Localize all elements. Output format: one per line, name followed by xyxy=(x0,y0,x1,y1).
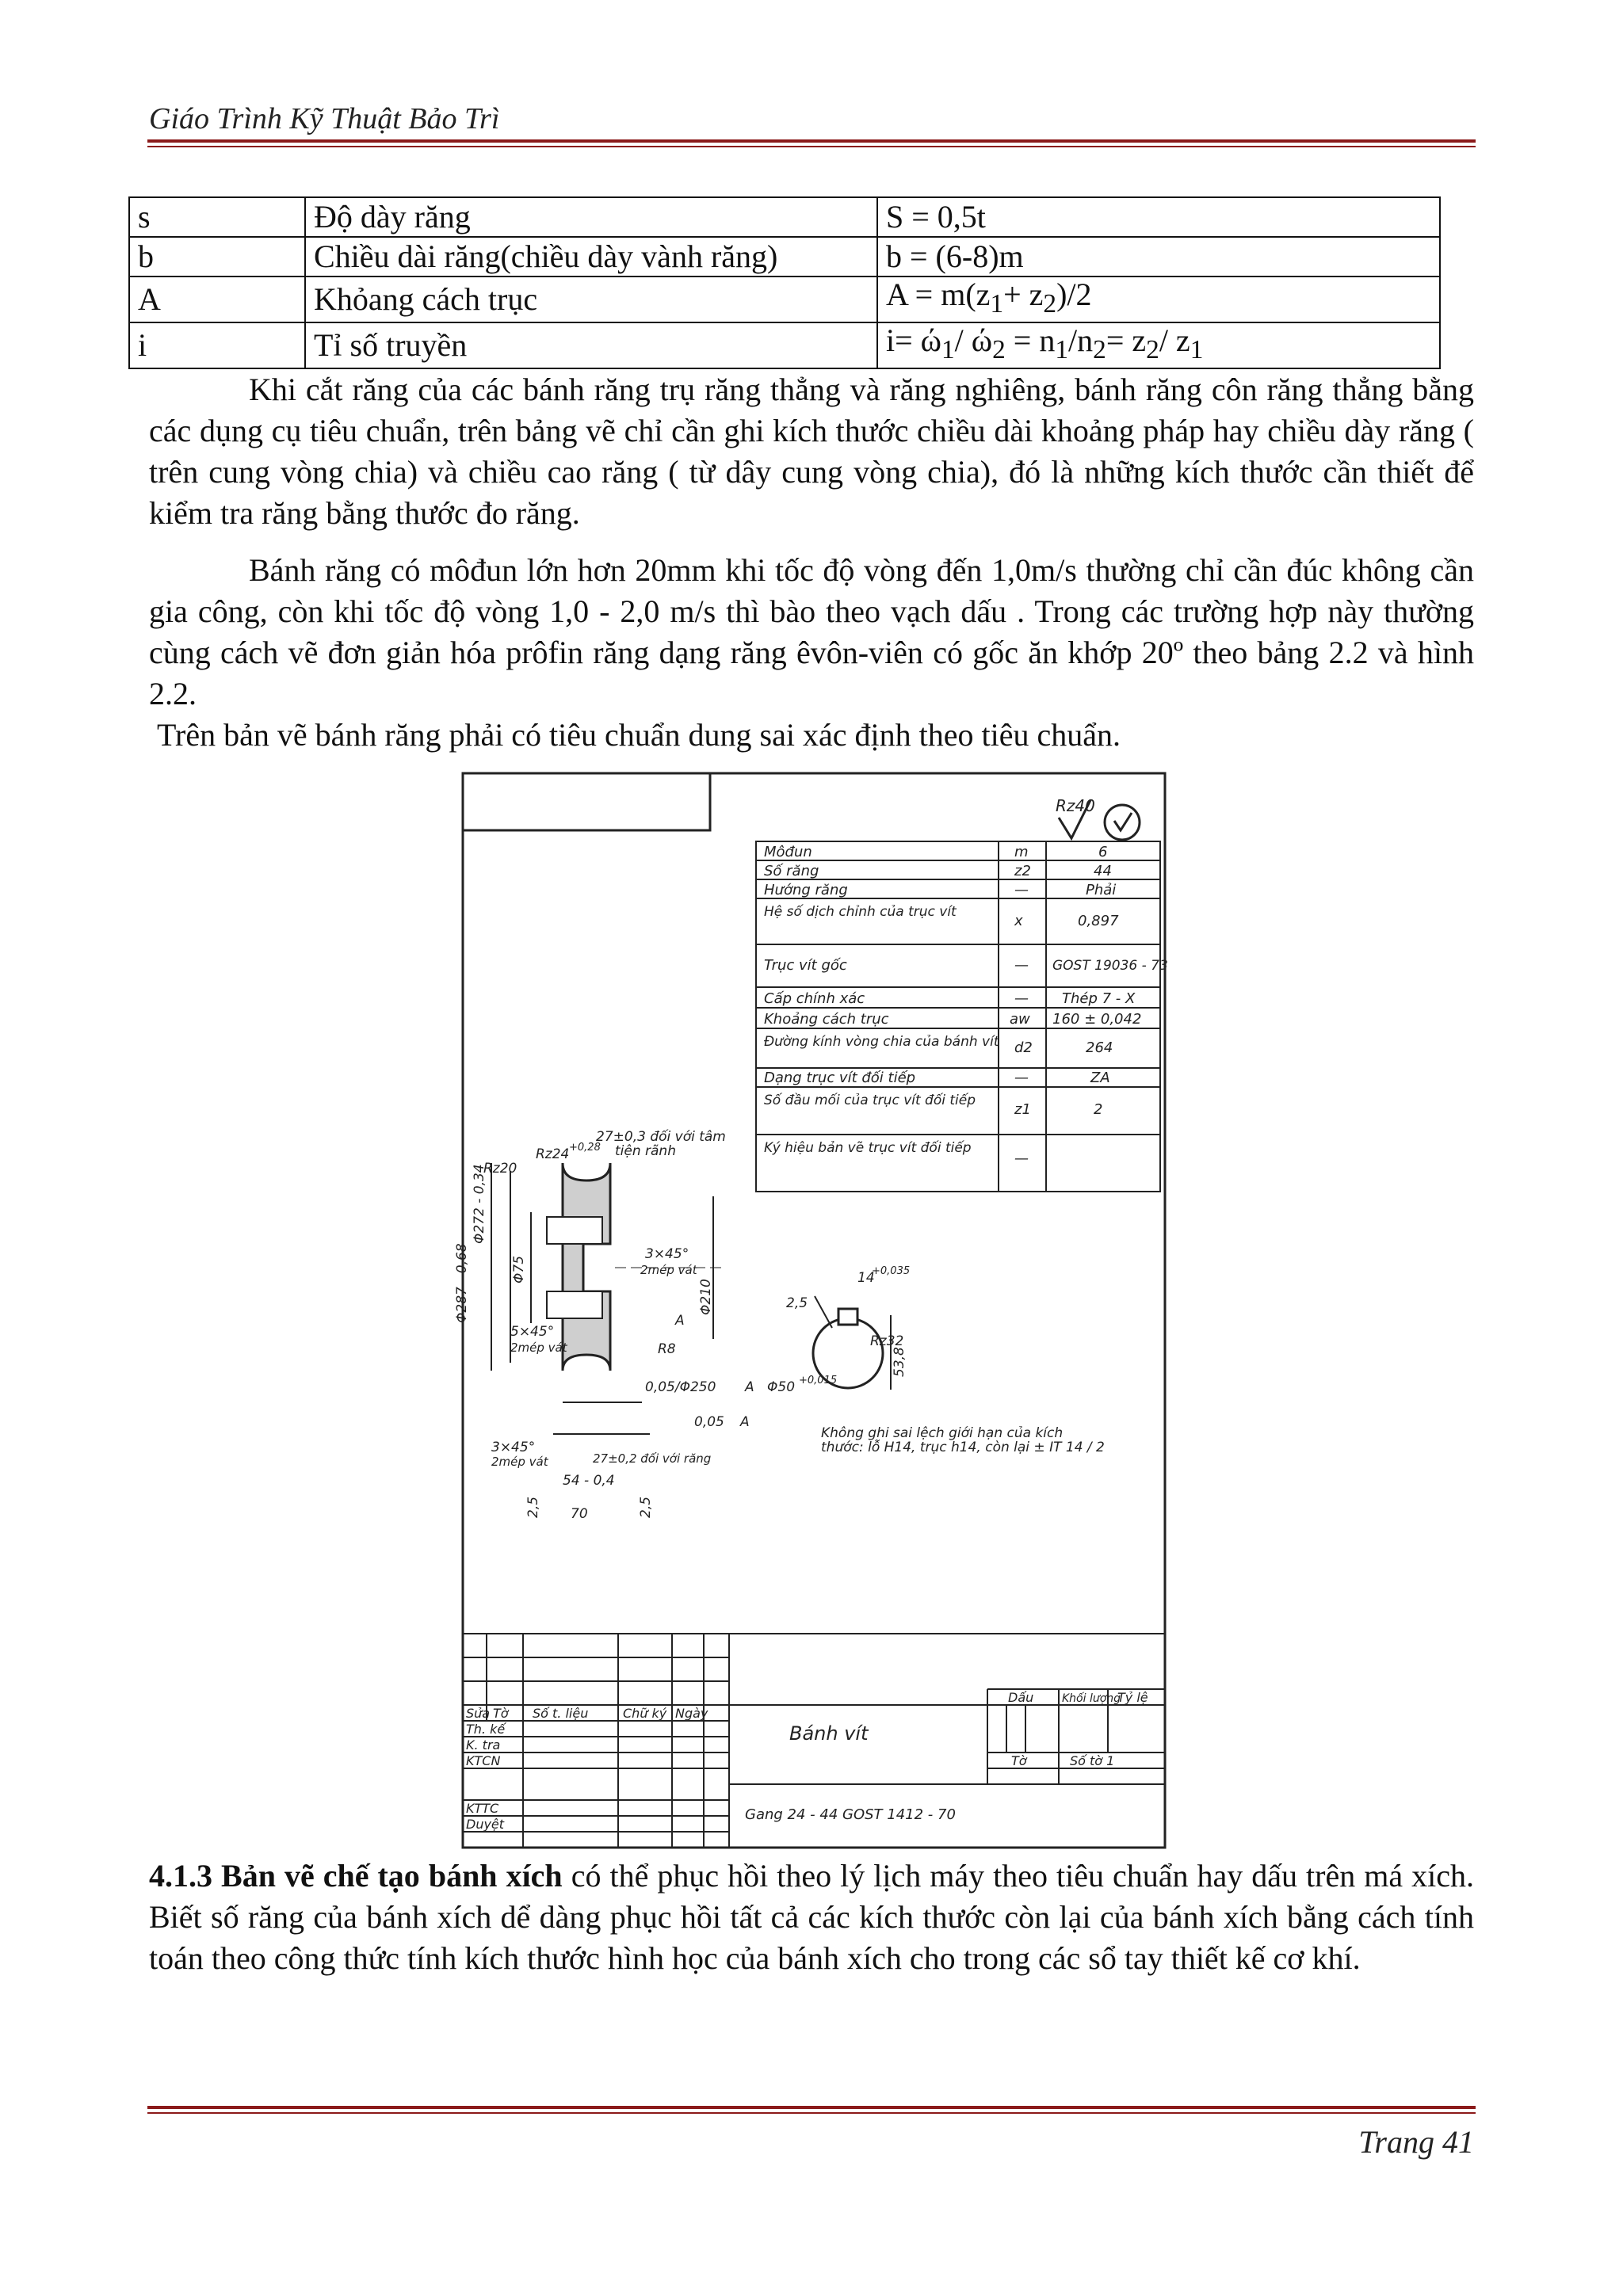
section-body: có thể phục hồi theo lý lịch máy theo tiêu chuẩn hay dấu trên má xích. Biết số răng của bánh xích dể dàng phục hồi tất cả các kích thước còn lại của bánh xích bằng cách tính toán theo công thức tính kích thước hình học của bánh xích cho trong các sổ tay thiết kế cơ khí. xyxy=(149,1858,1474,1976)
dim-rz32: Rz32 xyxy=(870,1333,904,1349)
spec-symbol: aw xyxy=(1010,1011,1030,1028)
dim-tol2: 0,05 xyxy=(694,1414,724,1430)
table-cell-formula: $i= ώ_1/$ $ώ_2 = n_1/n_2= z_2/$ $z_1$ xyxy=(877,322,1440,368)
col-ngay: Ngày xyxy=(675,1706,708,1721)
roughness-mark: Rz40 xyxy=(1056,796,1095,815)
paragraph-gear-cutting: Khi cắt răng của các bánh răng trụ răng thẳng và răng nghiêng, bánh răng côn răng thẳng bằng các dụng cụ tiêu chuẩn, trên bảng vẽ chỉ cần ghi kích thước chiều dài khoảng pháp hay chiều dày răng ( trên cung vòng chia) và chiều cao răng ( từ dây cung vòng chia), đó là những kích thước cần thiết để kiểm tra răng bằng thước đo răng. xyxy=(149,372,1474,531)
row-duyet: Duyệt xyxy=(466,1817,505,1832)
dim-r8: R8 xyxy=(658,1341,676,1357)
dim-d272: Φ272 - 0,34 xyxy=(472,1164,487,1244)
dim-k25: 2,5 xyxy=(786,1295,808,1311)
spec-value: 6 xyxy=(1098,844,1108,860)
dim-25a: 2,5 xyxy=(525,1496,541,1518)
label-dau: Dấu xyxy=(1008,1690,1034,1705)
spec-value: 2 xyxy=(1094,1101,1103,1118)
dim-70: 70 xyxy=(571,1506,588,1522)
dim-d50: Φ50 xyxy=(767,1379,796,1395)
spec-symbol: z1 xyxy=(1014,1101,1031,1118)
spec-symbol: z2 xyxy=(1014,863,1031,879)
col-so-tai-lieu: Số t. liệu xyxy=(533,1706,589,1721)
dim-chamfer-2: 5×45° xyxy=(510,1324,555,1340)
spec-symbol: d2 xyxy=(1014,1039,1033,1056)
spec-label: Khoảng cách trục xyxy=(764,1011,889,1028)
spec-label: Hệ số dịch chỉnh của trục vít xyxy=(764,904,957,920)
spec-label: Số đầu mối của trục vít đối tiếp xyxy=(764,1093,976,1108)
dim-k538: 53,8 xyxy=(892,1347,907,1377)
table-cell-name: Khỏang cách trục xyxy=(305,277,877,322)
dim-datum-a: A xyxy=(675,1313,685,1329)
title-block-text xyxy=(466,1690,1148,1832)
label-so-to: Số tờ 1 xyxy=(1070,1753,1115,1768)
dim-chamfer-3: 3×45° xyxy=(491,1440,536,1455)
spec-label: Môđun xyxy=(764,844,812,860)
spec-label: Số răng xyxy=(764,863,819,879)
spec-label: Hướng răng xyxy=(764,882,848,898)
spec-symbol: — xyxy=(1014,1070,1029,1086)
tolerance-note-1: Không ghi sai lệch giới hạn của kích xyxy=(821,1425,1064,1441)
spec-value: 264 xyxy=(1086,1039,1113,1056)
table-cell-formula: b = (6-8)m xyxy=(877,237,1440,277)
dim-rz24: Rz24 xyxy=(536,1146,570,1162)
page-number: Trang 41 xyxy=(1358,2124,1474,2160)
dim-rz20: Rz20 xyxy=(483,1161,517,1177)
spec-label: Ký hiệu bản vẽ trục vít đối tiếp xyxy=(764,1140,972,1156)
label-to: Tờ xyxy=(1011,1753,1027,1768)
table-row xyxy=(129,237,1440,277)
paragraph-chain-sprocket xyxy=(149,1855,1474,1979)
dim-25b: 2,5 xyxy=(638,1496,654,1518)
spec-label: Trục vít gốc xyxy=(764,957,847,974)
table-cell-symbol: i xyxy=(129,322,305,368)
dim-k14: 14 xyxy=(857,1270,875,1286)
spec-symbol: x xyxy=(1014,913,1023,929)
table-cell-symbol: A xyxy=(129,277,305,322)
dim-27b: tiện rãnh xyxy=(615,1143,676,1159)
dim-27: 27±0,3 đối với tâm xyxy=(596,1129,726,1145)
material-spec: Gang 24 - 44 GOST 1412 - 70 xyxy=(745,1806,956,1823)
footer-rule-thick xyxy=(147,2106,1476,2109)
dim-d50-tol: +0,015 xyxy=(799,1375,838,1386)
spec-label: Dạng trục vít đối tiếp xyxy=(764,1070,916,1086)
row-thiet-ke: Th. kế xyxy=(466,1722,506,1737)
header-rule-thick xyxy=(147,139,1476,143)
part-name: Bánh vít xyxy=(789,1722,869,1745)
col-to: Tờ xyxy=(493,1706,509,1721)
dim-chamfer-2b: 2mép vát xyxy=(510,1341,567,1355)
label-ty-le: Tỷ lệ xyxy=(1117,1690,1148,1705)
row-kttc: KTTC xyxy=(466,1801,499,1816)
gear-parameter-table xyxy=(128,196,1441,369)
dim-chamfer-1b: 2mép vát xyxy=(640,1263,697,1277)
table-cell-name: Tỉ số truyền xyxy=(305,322,877,368)
table-row xyxy=(129,322,1440,368)
header-rule-thin xyxy=(147,146,1476,147)
dim-chamfer-1: 3×45° xyxy=(645,1246,689,1262)
paragraph-tolerance: Trên bản vẽ bánh răng phải có tiêu chuẩn dung sai xác định theo tiêu chuẩn. xyxy=(157,717,1121,753)
dim-chamfer-3b: 2mép vát xyxy=(491,1455,548,1469)
section-heading: 4.1.3 Bản vẽ chế tạo bánh xích xyxy=(149,1858,563,1894)
table-cell-name: Chiều dài răng(chiều dày vành răng) xyxy=(305,237,877,277)
table-cell-formula: $A = m(z_1+ z_2)/2$ xyxy=(877,277,1440,322)
dim-27c: 27±0,2 đối với răng xyxy=(593,1451,712,1466)
spec-table-text xyxy=(764,844,1168,1167)
paragraph-gear-module: Bánh răng có môđun lớn hơn 20mm khi tốc độ vòng đến 1,0m/s thường chỉ cần đúc không cần gia công, còn khi tốc độ vòng 1,0 - 2,0 m/s thì bào theo vạch dấu . Trong các trường hợp này thường cùng cách vẽ đơn giản hóa prôfin răng dạng răng êvôn-viên có gốc ăn khớp 20º theo bảng 2.2 và hình 2.2. xyxy=(149,552,1474,711)
table-cell-symbol: s xyxy=(129,197,305,237)
spec-label: Cấp chính xác xyxy=(764,990,865,1007)
dim-d210: Φ210 xyxy=(698,1279,714,1315)
label-khoi-luong: Khối lượng xyxy=(1062,1692,1121,1705)
spec-symbol: m xyxy=(1014,844,1029,860)
table-cell-formula: S = 0,5t xyxy=(877,197,1440,237)
spec-value: 0,897 xyxy=(1078,913,1119,929)
spec-value: GOST 19036 - 73 xyxy=(1052,958,1168,974)
col-chu-ky: Chữ ký xyxy=(623,1706,667,1721)
table-cell-name: Độ dày răng xyxy=(305,197,877,237)
dim-d287: Φ287 - 0,68 xyxy=(454,1243,470,1323)
dim-tolerance: +0,28 xyxy=(569,1142,601,1154)
spec-value: Phải xyxy=(1086,882,1117,898)
dim-tol2-datum: A xyxy=(740,1414,750,1430)
tolerance-note-2: thước: lỗ H14, trục h14, còn lại ± IT 14 / 2 xyxy=(821,1440,1105,1455)
spec-value: 44 xyxy=(1094,863,1112,879)
table-row xyxy=(129,277,1440,322)
worm-gear-drawing xyxy=(454,769,1168,1851)
table-cell-symbol: b xyxy=(129,237,305,277)
dim-d75: Φ75 xyxy=(511,1255,527,1283)
row-ktcn: KTCN xyxy=(466,1753,501,1768)
keyway-dimensions xyxy=(767,1265,910,1395)
spec-value: Thép 7 - X xyxy=(1062,990,1136,1007)
document-header-title: Giáo Trình Kỹ Thuật Bảo Trì xyxy=(149,102,500,135)
table-row xyxy=(129,197,1440,237)
dim-54: 54 - 0,4 xyxy=(563,1473,615,1489)
dim-tol1: 0,05/Φ250 xyxy=(645,1379,716,1395)
spec-value: ZA xyxy=(1090,1070,1110,1086)
spec-symbol: — xyxy=(1014,882,1029,898)
footer-rule-thin xyxy=(147,2112,1476,2114)
dim-k14-tol: +0,035 xyxy=(872,1265,911,1277)
spec-symbol: — xyxy=(1014,990,1029,1007)
spec-value: 160 ± 0,042 xyxy=(1052,1011,1142,1028)
spec-label: Đường kính vòng chia của bánh vít xyxy=(764,1034,999,1050)
col-sua: Sửa xyxy=(466,1706,491,1721)
dim-tol1-datum: A xyxy=(745,1379,754,1395)
spec-symbol: — xyxy=(1014,957,1029,974)
spec-symbol: — xyxy=(1014,1150,1029,1167)
row-kiem-tra: K. tra xyxy=(466,1737,501,1753)
